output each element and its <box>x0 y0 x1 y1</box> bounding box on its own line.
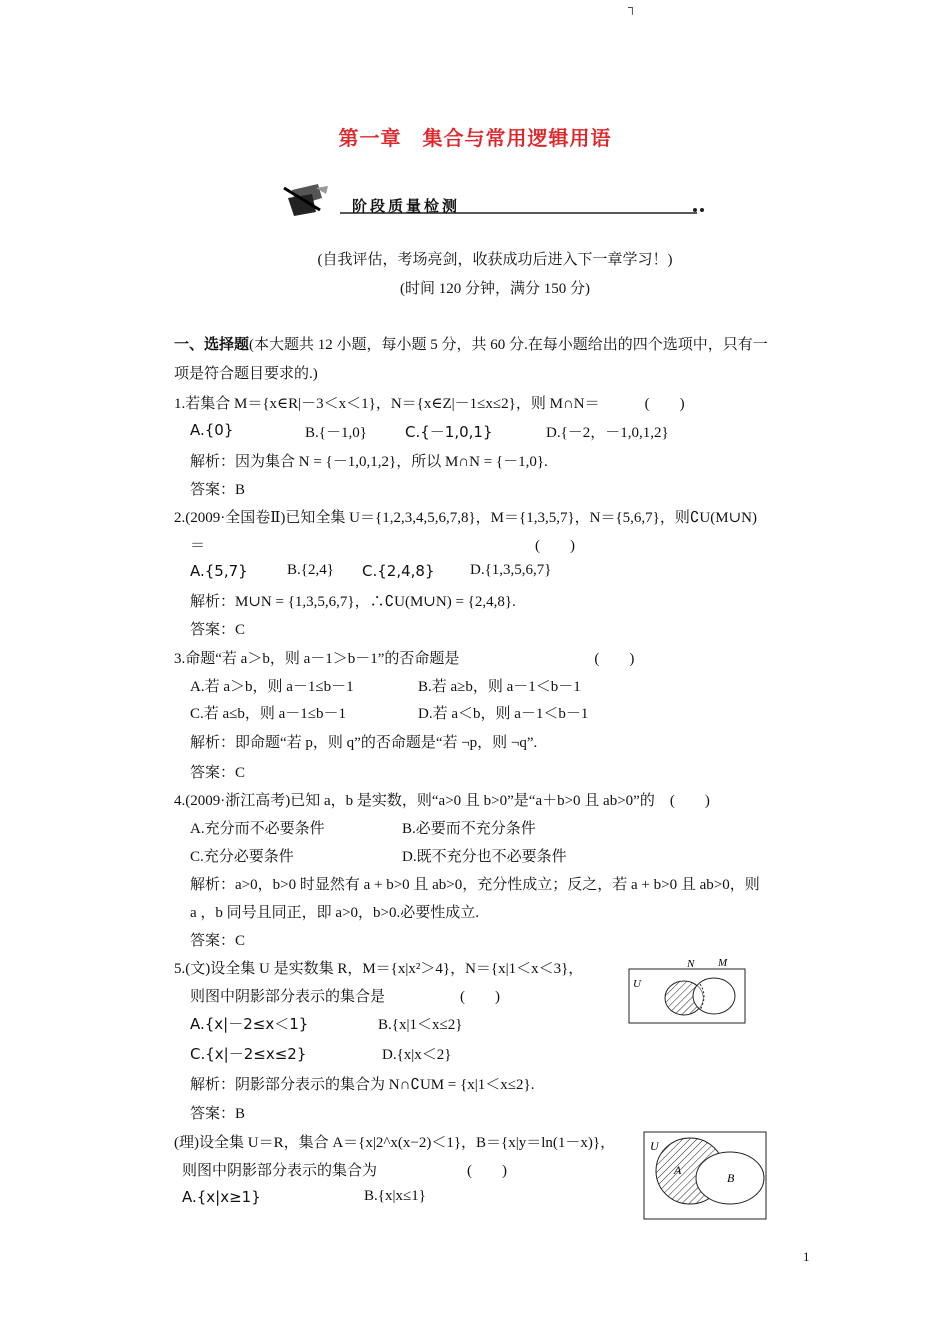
q1-option-a: A.{0} <box>190 421 234 439</box>
q3-option-a: A.若 a＞b，则 a－1≤b－1 <box>190 679 354 695</box>
q1-option-d: D.{－2，－1,0,1,2} <box>546 425 669 441</box>
section-description-2: 项是符合题目要求的.) <box>174 366 318 382</box>
section-description: (本大题共 12 小题，每小题 5 分，共 60 分.在每小题给出的四个选项中，只有一 <box>249 337 768 353</box>
pencil-hand-icon <box>284 184 328 216</box>
q4-option-d: D.既不充分也不必要条件 <box>402 849 567 865</box>
q4-option-a: A.充分而不必要条件 <box>190 821 325 837</box>
q5-stem: 5.(文)设全集 U 是实数集 R，M＝{x|x²＞4}，N＝{x|1＜x＜3}， <box>174 961 584 977</box>
q2-option-c: C.{2,4,8} <box>362 562 435 580</box>
q5b-option-b: B.{x|x≤1} <box>364 1188 426 1204</box>
q1-answer: 答案：B <box>190 482 246 498</box>
venn-label-u2: U <box>650 1139 659 1153</box>
q4-answer: 答案：C <box>190 933 246 949</box>
banner-graphic <box>282 180 722 224</box>
q5-option-c: C.{x|－2≤x≤2} <box>190 1045 307 1063</box>
q1-analysis: 解析：因为集合 N = {－1,0,1,2}，所以 M∩N = {－1,0}. <box>190 454 548 470</box>
q5b-stem-text: (理)设全集 U＝R，集合 A＝{x|2^x(x−2)＜1}，B＝{x|y＝ln(1－x)}， <box>174 1135 616 1151</box>
q4-analysis-1: 解析：a>0，b>0 时显然有 a + b>0 且 ab>0，充分性成立；反之，若 a + b>0 且 ab>0，则 <box>190 877 760 893</box>
q2-option-a: A.{5,7} <box>190 562 248 580</box>
venn-label-u: U <box>633 978 641 990</box>
q2-stem: 2.(2009·全国卷Ⅱ)已知全集 U＝{1,2,3,4,5,6,7,8}，M＝{1,3,5,7}，N＝{5,6,7}，则∁U(M∪N) <box>174 510 757 526</box>
section-banner <box>282 180 722 229</box>
q3-option-d: D.若 a＜b，则 a－1＜b－1 <box>418 706 589 722</box>
intro-line-2: (时间 120 分钟，满分 150 分) <box>400 281 590 297</box>
q2-analysis: 解析：M∪N = {1,3,5,6,7}，∴∁U(M∪N) = {2,4,8}. <box>190 594 516 610</box>
q3-option-b: B.若 a≥b，则 a－1＜b－1 <box>418 679 581 695</box>
q5-option-b: B.{x|1＜x≤2} <box>378 1017 463 1033</box>
q3-option-c: C.若 a≤b，则 a－1≤b－1 <box>190 706 347 722</box>
q5-answer: 答案：B <box>190 1106 246 1122</box>
q5-option-a: A.{x|－2≤x＜1} <box>190 1015 309 1033</box>
q4-analysis-2: a ，b 同号且同正，即 a>0，b>0.必要性成立. <box>190 905 479 921</box>
q4-stem: 4.(2009·浙江高考)已知 a，b 是实数，则“a>0 且 b>0”是“a＋b>0 且 ab>0”的 ( ) <box>174 793 710 809</box>
q5b-stem <box>174 1131 615 1152</box>
section-heading: 一、选择题 <box>174 335 250 353</box>
page-number: 1 <box>803 1249 810 1264</box>
venn-diagram-n-m <box>628 955 748 1025</box>
venn-diagram-a-b <box>642 1130 768 1222</box>
q2-stem-2: ＝ ( ) <box>190 538 575 554</box>
q1-option-b: B.{－1,0} <box>305 425 367 441</box>
q5-analysis: 解析：阴影部分表示的集合为 N∩∁UM = {x|1＜x≤2}. <box>190 1077 535 1093</box>
q5b-stem-2: 则图中阴影部分表示的集合为 ( ) <box>182 1163 507 1179</box>
section-heading-line <box>174 333 768 354</box>
intro-line-1: (自我评估，考场亮剑，收获成功后进入下一章学习！) <box>317 252 673 268</box>
q2-option-b: B.{2,4} <box>287 562 334 578</box>
q1-stem: 1.若集合 M＝{x∈R|－3＜x＜1}，N＝{x∈Z|－1≤x≤2}，则 M∩N＝ ( ) <box>174 396 685 412</box>
q3-analysis: 解析：即命题“若 p，则 q”的否命题是“若 ¬p，则 ¬q”. <box>190 735 538 751</box>
corner-mark: ┐ <box>628 0 637 14</box>
venn-label-n: N <box>687 958 695 970</box>
q4-option-b: B.必要而不充分条件 <box>402 821 536 837</box>
banner-text: 阶段质量检测 <box>352 197 461 215</box>
venn-label-a: A <box>674 1163 682 1177</box>
q5-option-d: D.{x|x＜2} <box>382 1047 452 1063</box>
q3-answer: 答案：C <box>190 765 246 781</box>
chapter-title: 第一章 集合与常用逻辑用语 <box>338 126 612 150</box>
q3-stem: 3.命题“若 a＞b，则 a－1＞b－1”的否命题是 ( ) <box>174 651 635 667</box>
q2-option-d: D.{1,3,5,6,7} <box>470 562 552 578</box>
q5b-option-a: A.{x|x≥1} <box>182 1188 261 1206</box>
venn-label-b: B <box>727 1171 735 1185</box>
q4-option-c: C.充分必要条件 <box>190 849 294 865</box>
q5-stem-2: 则图中阴影部分表示的集合是 ( ) <box>190 989 500 1005</box>
venn-label-m: M <box>718 957 728 969</box>
q2-answer: 答案：C <box>190 622 246 638</box>
q1-option-c: C.{－1,0,1} <box>405 423 493 441</box>
